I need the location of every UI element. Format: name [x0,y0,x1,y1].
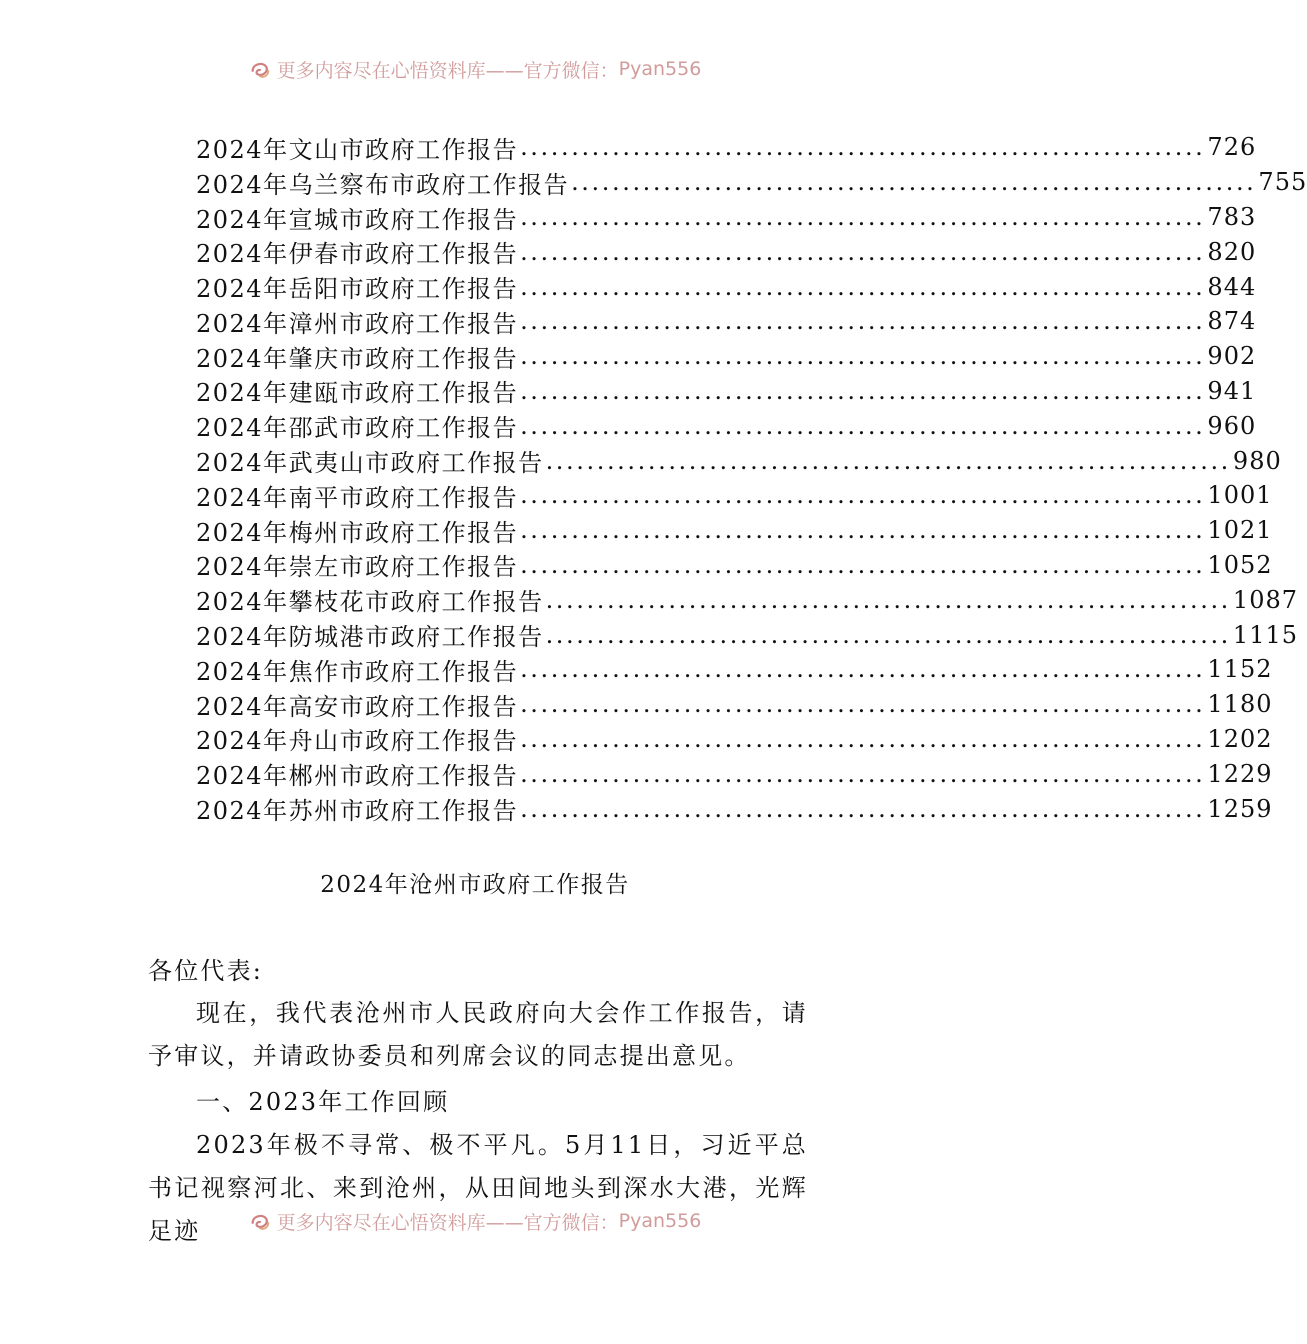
toc-entry[interactable] [196,374,1257,409]
toc-leader-dots: ................................................................... [520,376,1206,405]
toc-leader-dots: ................................................................... [545,620,1231,649]
toc-entry-title: 2024年武夷山市政府工作报告 [196,449,544,478]
toc-leader-dots: ................................................................... [520,516,1206,545]
toc-entry-page: 874 [1207,307,1257,336]
greeting: 各位代表: [148,957,264,985]
toc-entry-title: 2024年文山市政府工作报告 [196,135,519,164]
toc-entry[interactable] [196,304,1257,339]
toc-entry[interactable] [196,200,1257,235]
toc-entry[interactable] [196,269,1257,304]
toc-entry[interactable] [196,165,1307,200]
toc-entry[interactable] [196,722,1273,757]
toc-entry-page: 1087 [1232,585,1298,614]
swirl-logo-icon [249,1210,271,1232]
toc-entry[interactable] [196,756,1273,791]
toc-leader-dots: ................................................................... [520,690,1206,719]
toc-entry-title: 2024年舟山市政府工作报告 [196,727,519,756]
toc-entry-title: 2024年邵武市政府工作报告 [196,414,519,443]
toc-entry[interactable] [196,478,1273,513]
toc-entry-title: 2024年郴州市政府工作报告 [196,762,519,791]
toc-entry-page: 902 [1207,342,1257,371]
toc-leader-dots: ................................................................... [545,446,1231,475]
toc-entry-title: 2024年乌兰察布市政府工作报告 [196,170,570,199]
toc-entry-page: 960 [1207,411,1257,440]
toc-entry-title: 2024年宣城市政府工作报告 [196,205,519,234]
toc-entry-title: 2024年防城港市政府工作报告 [196,623,544,652]
toc-entry[interactable] [196,513,1273,548]
toc-entry[interactable] [196,339,1257,374]
toc-entry-page: 1152 [1207,655,1273,684]
paragraph-intro: 现在，我代表沧州市人民政府向大会作工作报告，请予审议，并请政协委员和列席会议的同志提出意见。 [148,999,808,1070]
toc-entry-title: 2024年攀枝花市政府工作报告 [196,588,544,617]
toc-entry[interactable] [196,791,1273,826]
toc-entry-title: 2024年梅州市政府工作报告 [196,518,519,547]
table-of-contents [196,130,1307,826]
toc-entry-page: 1180 [1207,690,1273,719]
toc-entry-page: 1001 [1207,481,1273,510]
toc-entry-title: 2024年肇庆市政府工作报告 [196,344,519,373]
toc-entry-title: 2024年南平市政府工作报告 [196,483,519,512]
toc-entry[interactable] [196,652,1273,687]
toc-leader-dots: ................................................................... [520,411,1206,440]
toc-leader-dots: ................................................................... [520,724,1206,753]
toc-leader-dots: ................................................................... [520,202,1206,231]
paragraph-body: 2023年极不寻常、极不平凡。5月11日，习近平总书记视察河北、来到沧州，从田间地头到深水大港，光辉足迹 [148,1131,808,1245]
header-watermark [0,54,950,84]
toc-entry[interactable] [196,443,1282,478]
toc-leader-dots: ................................................................... [520,342,1206,371]
toc-entry[interactable] [196,130,1257,165]
section-heading: 一、2023年工作回顾 [196,1088,450,1116]
toc-entry[interactable] [196,548,1273,583]
toc-entry-title: 2024年焦作市政府工作报告 [196,657,519,686]
toc-entry-title: 2024年岳阳市政府工作报告 [196,275,519,304]
toc-leader-dots: ................................................................... [520,655,1206,684]
toc-entry-title: 2024年崇左市政府工作报告 [196,553,519,582]
toc-entry[interactable] [196,408,1257,443]
toc-entry-page: 1202 [1207,724,1273,753]
toc-entry-page: 1115 [1232,620,1298,649]
watermark-text: 更多内容尽在心悟资料库——官方微信： [276,59,619,82]
toc-leader-dots: ................................................................... [520,133,1206,162]
toc-leader-dots: ................................................................... [520,307,1206,336]
toc-entry-page: 726 [1207,133,1257,162]
swirl-logo-icon [249,58,271,80]
watermark-wechat-id: Pyan556 [618,58,702,80]
watermark-text: 更多内容尽在心悟资料库——官方微信： [276,1211,619,1234]
document-title: 2024年沧州市政府工作报告 [320,872,630,898]
toc-entry-page: 980 [1232,446,1282,475]
toc-entry[interactable] [196,234,1257,269]
toc-leader-dots: ................................................................... [520,272,1206,301]
toc-leader-dots: ................................................................... [520,759,1206,788]
toc-leader-dots: ................................................................... [520,481,1206,510]
toc-entry-page: 1229 [1207,759,1273,788]
toc-leader-dots: ................................................................... [520,550,1206,579]
toc-entry-page: 820 [1207,237,1257,266]
toc-entry-page: 783 [1207,202,1257,231]
toc-leader-dots: ................................................................... [520,794,1206,823]
toc-entry-title: 2024年漳州市政府工作报告 [196,309,519,338]
toc-entry-page: 844 [1207,272,1257,301]
toc-entry-title: 2024年建瓯市政府工作报告 [196,379,519,408]
watermark-wechat-id: Pyan556 [618,1210,702,1232]
toc-entry-title: 2024年高安市政府工作报告 [196,692,519,721]
toc-entry[interactable] [196,687,1273,722]
footer-watermark [0,1206,950,1236]
toc-entry[interactable] [196,617,1298,652]
toc-entry-page: 1259 [1207,794,1273,823]
toc-leader-dots: ................................................................... [545,585,1231,614]
toc-entry-page: 755 [1258,168,1307,197]
toc-leader-dots: ................................................................... [571,168,1257,197]
toc-entry-page: 941 [1207,376,1257,405]
toc-entry-page: 1052 [1207,550,1273,579]
toc-leader-dots: ................................................................... [520,237,1206,266]
toc-entry-title: 2024年苏州市政府工作报告 [196,797,519,826]
toc-entry-page: 1021 [1207,516,1273,545]
toc-entry-title: 2024年伊春市政府工作报告 [196,240,519,269]
toc-entry[interactable] [196,582,1298,617]
